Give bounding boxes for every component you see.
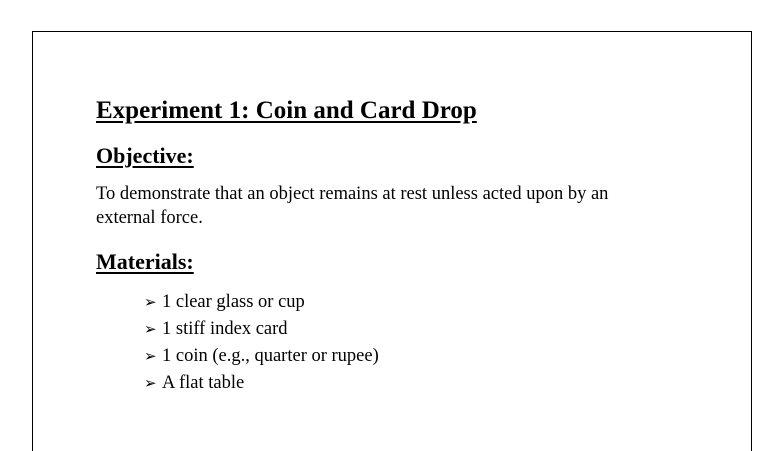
- document-content: [96, 96, 716, 397]
- arrow-bullet-icon: ➢: [144, 374, 157, 392]
- document-title: Experiment 1: Coin and Card Drop: [96, 97, 477, 124]
- materials-heading: Materials:: [96, 249, 194, 274]
- materials-list: [96, 289, 716, 397]
- material-text: A flat table: [162, 373, 245, 393]
- material-text: 1 clear glass or cup: [162, 292, 305, 312]
- arrow-bullet-icon: ➢: [144, 347, 157, 365]
- list-item: [144, 316, 716, 343]
- document-page: [32, 31, 752, 451]
- list-item: [144, 370, 716, 397]
- arrow-bullet-icon: ➢: [144, 293, 157, 311]
- list-item: [144, 343, 716, 370]
- material-text: 1 stiff index card: [162, 319, 288, 339]
- material-text: 1 coin (e.g., quarter or rupee): [162, 346, 379, 366]
- objective-heading: Objective:: [96, 143, 194, 168]
- arrow-bullet-icon: ➢: [144, 320, 157, 338]
- list-item: [144, 289, 716, 316]
- objective-text: To demonstrate that an object remains at rest unless acted upon by an external force.: [96, 184, 609, 228]
